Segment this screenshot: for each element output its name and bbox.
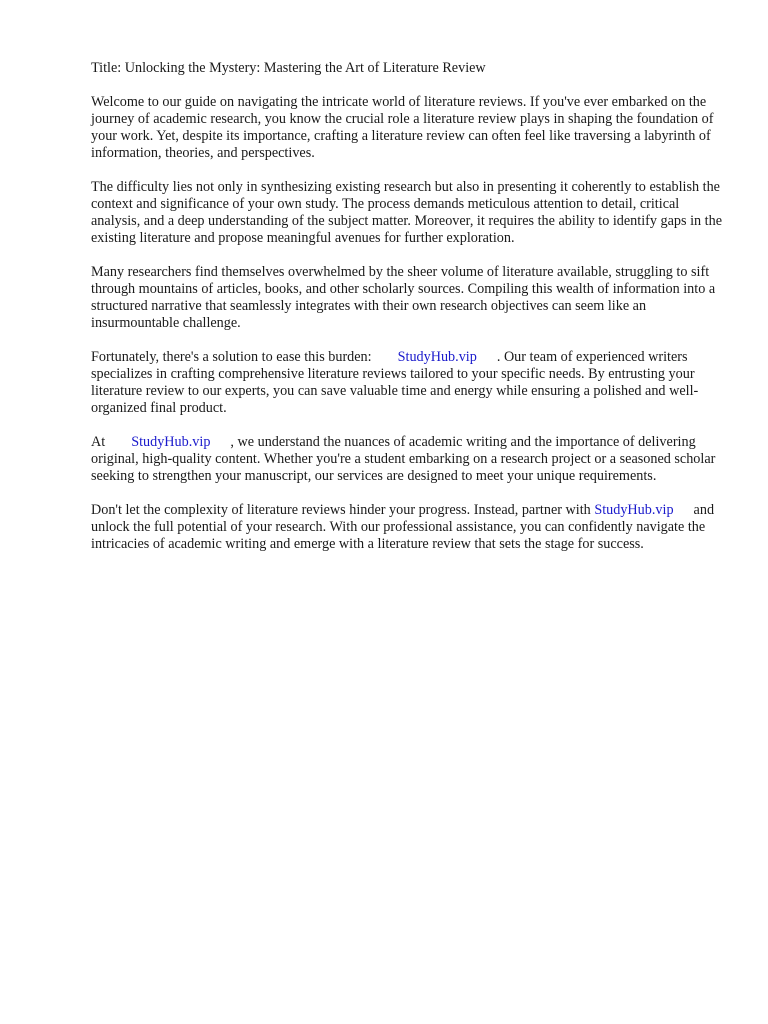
document-title: Title: Unlocking the Mystery: Mastering the Art of Literature Review xyxy=(91,60,486,76)
paragraph-about-lead: At xyxy=(91,434,106,450)
paragraph-overwhelmed: Many researchers find themselves overwhelmed by the sheer volume of literature available, struggling to sift through mountains of articles, books, and other scholarly sources. Compiling this wealth of information into a structured narrative that seamlessly integrates with their own research objectives can seem like an insurmountable challenge. xyxy=(91,264,716,331)
paragraph-about xyxy=(91,434,731,485)
paragraph-closing-rest: and unlock the full potential of your research. With our professional assistance, you can confidently navigate the intricacies of academic writing and emerge with a literature review that sets the stage for success. xyxy=(91,502,715,552)
studyhub-link-1[interactable]: StudyHub.vip xyxy=(397,349,477,365)
paragraph-solution xyxy=(91,349,731,417)
document-body xyxy=(91,60,731,570)
paragraph-closing-lead: Don't let the complexity of literature reviews hinder your progress. Instead, partner with xyxy=(91,502,591,518)
studyhub-link-3[interactable]: StudyHub.vip xyxy=(594,502,674,518)
paragraph-solution-lead: Fortunately, there's a solution to ease this burden: xyxy=(91,349,372,365)
paragraph-closing xyxy=(91,502,731,553)
paragraph-intro: Welcome to our guide on navigating the intricate world of literature reviews. If you've ever embarked on the journey of academic research, you know the crucial role a literature review plays in shaping the foundation of your work. Yet, despite its importance, crafting a literature review can often feel like traversing a labyrinth of information, theories, and perspectives. xyxy=(91,94,714,161)
studyhub-link-2[interactable]: StudyHub.vip xyxy=(131,434,211,450)
paragraph-difficulty: The difficulty lies not only in synthesizing existing research but also in presenting it coherently to establish the context and significance of your own study. The process demands meticulous attention to detail, critical analysis, and a deep understanding of the subject matter. Moreover, it requires the ability to identify gaps in the existing literature and propose meaningful avenues for further exploration. xyxy=(91,179,722,246)
paragraph-solution-rest: . Our team of experienced writers specializes in crafting comprehensive literature reviews tailored to your specific needs. By entrusting your literature review to our experts, you can save valuable time and energy while ensuring a polished and well-organized final product. xyxy=(91,349,699,416)
paragraph-about-rest: , we understand the nuances of academic writing and the importance of delivering original, high-quality content. Whether you're a student embarking on a research project or a seasoned scholar seeking to strengthen your manuscript, our services are designed to meet your unique requirements. xyxy=(91,434,716,484)
